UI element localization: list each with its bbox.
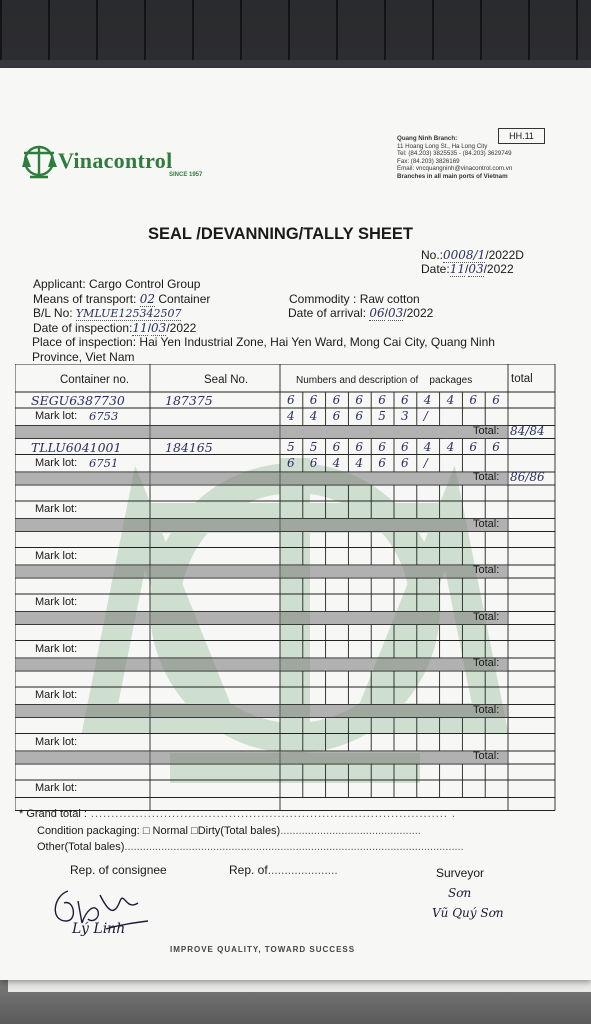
package-count: 4 xyxy=(423,393,432,407)
mark-lot-label: Mark lot: xyxy=(35,503,78,515)
mark-lot-value: 6753 xyxy=(89,409,119,423)
branch-line: Branches in all main ports of Vietnam xyxy=(397,172,508,180)
header-seal-no: Seal No. xyxy=(204,374,249,386)
document-title: SEAL /DEVANNING/TALLY SHEET xyxy=(148,225,413,243)
grand-total: * Grand total : ........................................................................................ . xyxy=(19,808,456,820)
commodity-label: Commodity : xyxy=(289,292,357,306)
branch-line: Fax: (84.203) 3826169 xyxy=(397,157,460,165)
transport-label: Means of transport: xyxy=(33,292,137,306)
no-label: No.: xyxy=(421,248,444,262)
mark-lot-label: Mark lot: xyxy=(35,596,78,608)
package-count: 6 xyxy=(378,439,386,454)
surveyor-sign-top: Sơn xyxy=(448,886,472,900)
document-date: Date:11/03/2022 xyxy=(421,262,514,276)
mark-lot-label: Mark lot: xyxy=(35,456,78,469)
total-label: Total: xyxy=(473,517,500,530)
package-count: 6 xyxy=(287,393,295,407)
condition-label: Condition packaging: xyxy=(37,825,140,837)
package-count: 6 xyxy=(332,439,341,454)
applicant-value: Cargo Control Group xyxy=(89,277,201,291)
package-count: 6 xyxy=(492,439,500,454)
package-count: / xyxy=(423,455,428,470)
package-count: 6 xyxy=(355,439,364,454)
no-suffix: /2022D xyxy=(485,248,524,262)
total-value: 86/86 xyxy=(510,470,545,484)
transport-line xyxy=(33,292,210,306)
normal-label: Normal xyxy=(152,825,188,837)
mark-lot-label: Mark lot: xyxy=(35,549,78,562)
surveyor-label: Surveyor xyxy=(436,866,485,880)
inspection-day: 11 xyxy=(132,321,148,335)
package-count: 4 xyxy=(446,439,455,454)
total-label: Total: xyxy=(473,703,500,716)
package-count: 6 xyxy=(492,393,500,407)
branch-title: Quang Ninh Branch: xyxy=(397,135,458,142)
dirty-label: Dirty(Total bales) xyxy=(197,825,281,837)
grand-total-label: * Grand total : xyxy=(19,808,87,820)
arrival-label: Date of arrival: xyxy=(288,306,367,320)
package-count: 6 xyxy=(309,393,318,407)
normal-checkbox[interactable]: □ xyxy=(142,825,150,837)
scale-logo-icon xyxy=(20,143,58,179)
date-day: 11 xyxy=(449,262,465,276)
transport-value: Container xyxy=(158,292,211,306)
total-label: Total: xyxy=(473,657,500,669)
total-label: Total: xyxy=(473,610,500,623)
commodity-line xyxy=(289,292,420,306)
commodity-value: Raw cotton xyxy=(359,292,420,306)
branch-line: Tel: (84.203) 3825535 - (84.203) 3629749 xyxy=(397,150,512,158)
surveyor-sign-name: Vũ Quý Sơn xyxy=(432,906,504,920)
mark-lot-label: Mark lot: xyxy=(35,642,78,655)
header-total: total xyxy=(511,373,533,385)
tally-sheet xyxy=(0,68,591,980)
package-count: / xyxy=(423,409,428,423)
other-label: Other(Total bales) xyxy=(37,841,125,853)
bl-value: YMLUE125342507 xyxy=(75,307,182,320)
mark-lot-label: Mark lot: xyxy=(35,689,78,701)
rep-of-label: Rep. of xyxy=(229,863,268,877)
container-number: TLLU6041001 xyxy=(31,439,122,455)
dirty-checkbox[interactable]: □ xyxy=(191,825,198,837)
bl-label: B/L No: xyxy=(33,306,73,320)
package-count: 4 xyxy=(355,455,364,470)
package-count: 6 xyxy=(378,455,386,470)
applicant-label: Applicant: xyxy=(33,277,86,291)
arrival-day: 06 xyxy=(369,306,385,320)
no-value: 0008/1 xyxy=(443,248,486,262)
consignee-signature-icon xyxy=(48,881,158,951)
company-logo xyxy=(20,143,173,179)
inspection-date-line: Date of inspection:11/03/2022 xyxy=(33,321,197,335)
inspection-year: /2022 xyxy=(166,321,197,335)
package-count: 6 xyxy=(332,409,341,423)
container-number: SEGU6387730 xyxy=(31,393,125,408)
other-line: Other(Total bales)............................................................................................................... xyxy=(37,841,464,853)
package-count: 6 xyxy=(378,393,386,407)
place-line-2: Province, Viet Nam xyxy=(32,350,135,364)
date-year: /2022 xyxy=(483,262,514,276)
package-count: 5 xyxy=(287,439,295,454)
total-value: 84/84 xyxy=(510,423,545,438)
branch-info xyxy=(397,135,512,181)
total-label: Total: xyxy=(473,471,500,483)
package-count: 6 xyxy=(469,393,478,407)
package-count: 6 xyxy=(401,439,409,454)
package-count: 6 xyxy=(332,393,341,407)
package-count: 5 xyxy=(309,439,318,454)
header-container-no: Container no. xyxy=(60,374,130,386)
paper-underlayer xyxy=(8,980,591,992)
place-value: Hai Yen Industrial Zone, Hai Yen Ward, Mong Cai City, Quang Ninh xyxy=(139,335,495,349)
document-number xyxy=(421,248,524,262)
package-count: 4 xyxy=(446,393,455,407)
branch-line: Email: vncquangninh@vinacontrol.com.vn xyxy=(397,165,513,173)
mark-lot-label: Mark lot: xyxy=(35,410,78,422)
mark-lot-label: Mark lot: xyxy=(35,735,78,748)
bl-line xyxy=(33,306,181,320)
place-line xyxy=(32,335,495,349)
package-count: 5 xyxy=(378,409,386,423)
package-count: 4 xyxy=(309,409,318,423)
logo-text: Vinacontrol xyxy=(58,148,173,173)
place-label: Place of inspection: xyxy=(32,335,137,349)
form-code: HH.11 xyxy=(498,128,545,144)
total-label: Total: xyxy=(473,564,500,576)
branch-line: 11 Hoang Long St., Ha Long City xyxy=(397,142,488,150)
package-count: 6 xyxy=(355,409,364,423)
inspection-label: Date of inspection: xyxy=(33,321,133,335)
rep-consignee: Rep. of consignee xyxy=(70,863,167,877)
condition-line: Condition packaging: □ Normal □Dirty(Total bales).............................................. xyxy=(37,825,421,837)
rep-of: Rep. of..................... xyxy=(229,863,338,877)
seal-number: 184165 xyxy=(165,439,213,455)
inspection-month: 03 xyxy=(151,321,167,335)
package-count: 6 xyxy=(287,455,295,470)
package-count: 4 xyxy=(423,439,432,454)
package-count: 6 xyxy=(401,393,409,407)
arrival-year: /2022 xyxy=(403,306,434,320)
arrival-line: Date of arrival: 06/03/2022 xyxy=(288,306,434,320)
package-count: 6 xyxy=(309,455,318,470)
package-count: 4 xyxy=(332,455,341,470)
mark-lot-label: Mark lot: xyxy=(35,782,78,794)
applicant-line xyxy=(33,277,200,291)
package-count: 6 xyxy=(401,455,409,470)
mark-lot-value: 6751 xyxy=(89,455,119,470)
package-count: 4 xyxy=(287,409,295,423)
header-packages: Numbers and description of packages xyxy=(296,375,473,386)
transport-count: 02 xyxy=(139,292,156,306)
total-label: Total: xyxy=(473,750,500,762)
consignee-sign-name: Lý Linh xyxy=(72,921,126,937)
seal-number: 187375 xyxy=(165,393,213,408)
package-count: 6 xyxy=(469,439,478,454)
package-count: 6 xyxy=(355,393,364,407)
total-label: Total: xyxy=(473,424,500,437)
date-label: Date: xyxy=(421,262,450,276)
arrival-month: 03 xyxy=(388,306,404,320)
date-month: 03 xyxy=(468,262,484,276)
slogan: IMPROVE QUALITY, TOWARD SUCCESS xyxy=(170,945,356,954)
keyboard-edge xyxy=(0,0,591,60)
logo-since: SINCE 1957 xyxy=(169,172,203,178)
package-count: 3 xyxy=(401,409,409,423)
